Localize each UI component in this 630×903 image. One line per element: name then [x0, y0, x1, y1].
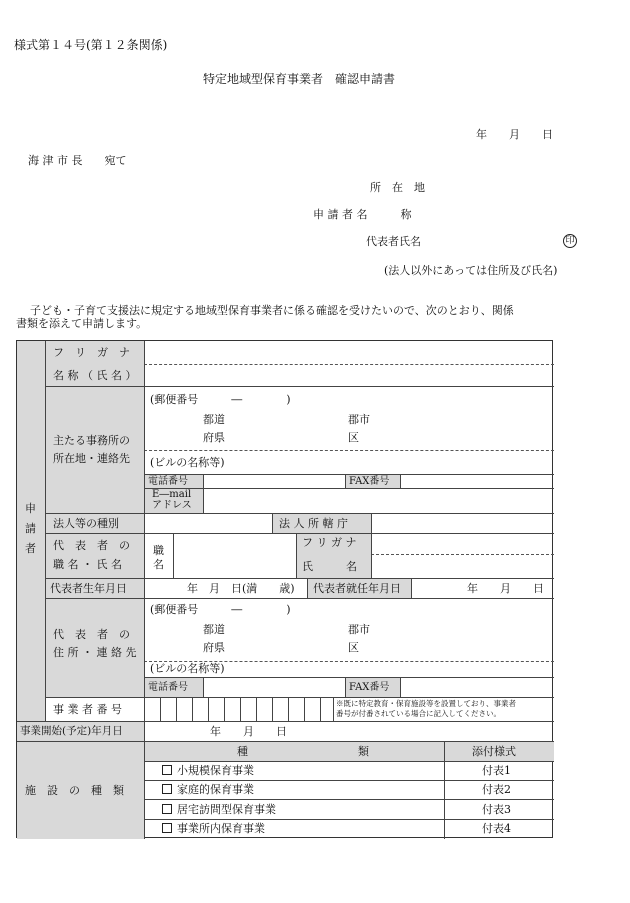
- attachment-form-4: 付表4: [482, 822, 511, 835]
- city-bottom: 区: [348, 431, 359, 444]
- main-office-label-1: 主たる事務所の: [53, 434, 130, 447]
- facility-checkbox-small-scale[interactable]: 小規模保育事業: [162, 764, 254, 777]
- checkbox-icon[interactable]: [162, 804, 172, 814]
- representative-label-1: 代 表 者 の: [53, 539, 130, 552]
- rep-fax-input[interactable]: [401, 678, 553, 696]
- applicant-address-label: 所 在 地: [370, 181, 425, 194]
- rep-building-name-field[interactable]: (ビルの名称等): [150, 662, 225, 675]
- inauguration-date-field[interactable]: 年 月 日: [467, 582, 544, 595]
- rep-furigana-input[interactable]: [372, 534, 553, 553]
- name-label: 名 称 （ 氏 名 ）: [53, 369, 137, 382]
- business-number-input[interactable]: [145, 698, 332, 720]
- representative-label-2: 職 名 ・ 氏 名: [53, 558, 122, 571]
- rep-prefecture-bottom: 府県: [203, 641, 225, 654]
- rep-city-top: 郡市: [348, 623, 370, 636]
- start-date-field[interactable]: 年 月 日: [210, 725, 287, 738]
- checkbox-icon[interactable]: [162, 823, 172, 833]
- facility-checkbox-home-visit[interactable]: 居宅訪問型保育事業: [162, 803, 276, 816]
- document-title: 特定地域型保育事業者 確認申請書: [203, 72, 396, 86]
- jurisdiction-input[interactable]: [372, 514, 553, 532]
- attachment-form-3: 付表3: [482, 803, 511, 816]
- birth-date-field[interactable]: 年 月 日(満 歳): [187, 582, 295, 595]
- phone-label: 電話番号: [148, 476, 188, 487]
- form-number: 様式第１４号(第１２条関係): [14, 38, 168, 52]
- phone-input[interactable]: [204, 475, 344, 487]
- title-input[interactable]: [174, 534, 295, 577]
- email-input[interactable]: [204, 489, 553, 512]
- application-form: [16, 340, 553, 838]
- city-top: 郡市: [348, 413, 370, 426]
- attachment-form-2: 付表2: [482, 783, 511, 796]
- furigana-input[interactable]: [145, 342, 553, 363]
- business-number-note-2: 番号が付番されている場合に記入してください。: [336, 709, 501, 718]
- attachment-form-1: 付表1: [482, 764, 511, 777]
- rep-phone-label: 電話番号: [148, 682, 188, 693]
- rep-postal-code-field[interactable]: (郵便番号 ― ): [150, 603, 291, 616]
- rep-fax-label: FAX番号: [349, 682, 390, 693]
- seal-icon: 印: [563, 233, 577, 248]
- prefecture-bottom: 府県: [203, 431, 225, 444]
- applicant-note: (法人以外にあっては住所及び氏名): [384, 264, 558, 277]
- rep-phone-input[interactable]: [204, 678, 344, 696]
- rep-name-label: 氏 名: [302, 560, 357, 573]
- corp-type-input[interactable]: [145, 514, 271, 532]
- rep-furigana-label: フ リ ガ ナ: [302, 536, 357, 549]
- rep-city-bottom: 区: [348, 641, 359, 654]
- representative-name-label: 代表者氏名: [366, 235, 421, 248]
- name-input[interactable]: [145, 365, 553, 385]
- email-label-1: E―mail: [152, 489, 192, 500]
- jurisdiction-label: 法 人 所 轄 庁: [279, 517, 348, 530]
- checkbox-icon[interactable]: [162, 765, 172, 775]
- prefecture-top: 都道: [203, 413, 225, 426]
- facility-type-label: 施 設 の 種 類: [25, 784, 124, 797]
- business-number-note-1: ※既に特定教育・保育施設等を設置しており、事業者: [336, 699, 516, 708]
- date-line[interactable]: 年 月 日: [476, 128, 553, 141]
- building-name-field[interactable]: (ビルの名称等): [150, 456, 225, 469]
- rep-name-input[interactable]: [372, 556, 553, 577]
- start-date-label: 事業開始(予定)年月日: [20, 725, 123, 737]
- rep-address-label-2: 住 所 ・ 連 絡 先: [53, 646, 137, 659]
- rep-address-label-1: 代 表 者 の: [53, 628, 130, 641]
- birth-date-label: 代表者生年月日: [50, 582, 127, 595]
- applicant-name-label: 申 請 者 名 称: [313, 208, 412, 221]
- corp-type-label: 法人等の種別: [53, 517, 119, 530]
- addressee: 海 津 市 長 宛て: [28, 154, 127, 167]
- email-label-2: アドレス: [152, 500, 192, 511]
- checkbox-icon[interactable]: [162, 784, 172, 794]
- rep-prefecture-top: 都道: [203, 623, 225, 636]
- title-label-2: 名: [153, 558, 164, 571]
- applicant-side-label: 申請者: [25, 502, 36, 555]
- postal-code-field[interactable]: (郵便番号 ― ): [150, 393, 291, 406]
- furigana-label: フ リ ガ ナ: [53, 346, 130, 359]
- main-office-label-2: 所在地・連絡先: [53, 452, 130, 465]
- type-column-header: 種 類: [237, 745, 369, 758]
- fax-label: FAX番号: [349, 476, 390, 487]
- attachment-column-header: 添付様式: [472, 745, 516, 758]
- facility-checkbox-workplace[interactable]: 事業所内保育事業: [162, 822, 265, 835]
- intro-line-1: 子ども・子育て支援法に規定する地域型保育事業者に係る確認を受けたいので、次のとおり、関係: [30, 304, 514, 317]
- fax-input[interactable]: [401, 475, 553, 487]
- facility-checkbox-home-based[interactable]: 家庭的保育事業: [162, 783, 254, 796]
- title-label-1: 職: [153, 544, 164, 557]
- inauguration-date-label: 代表者就任年月日: [313, 582, 401, 595]
- business-number-label: 事 業 者 番 号: [53, 703, 122, 716]
- intro-line-2: 書類を添えて申請します。: [16, 317, 148, 330]
